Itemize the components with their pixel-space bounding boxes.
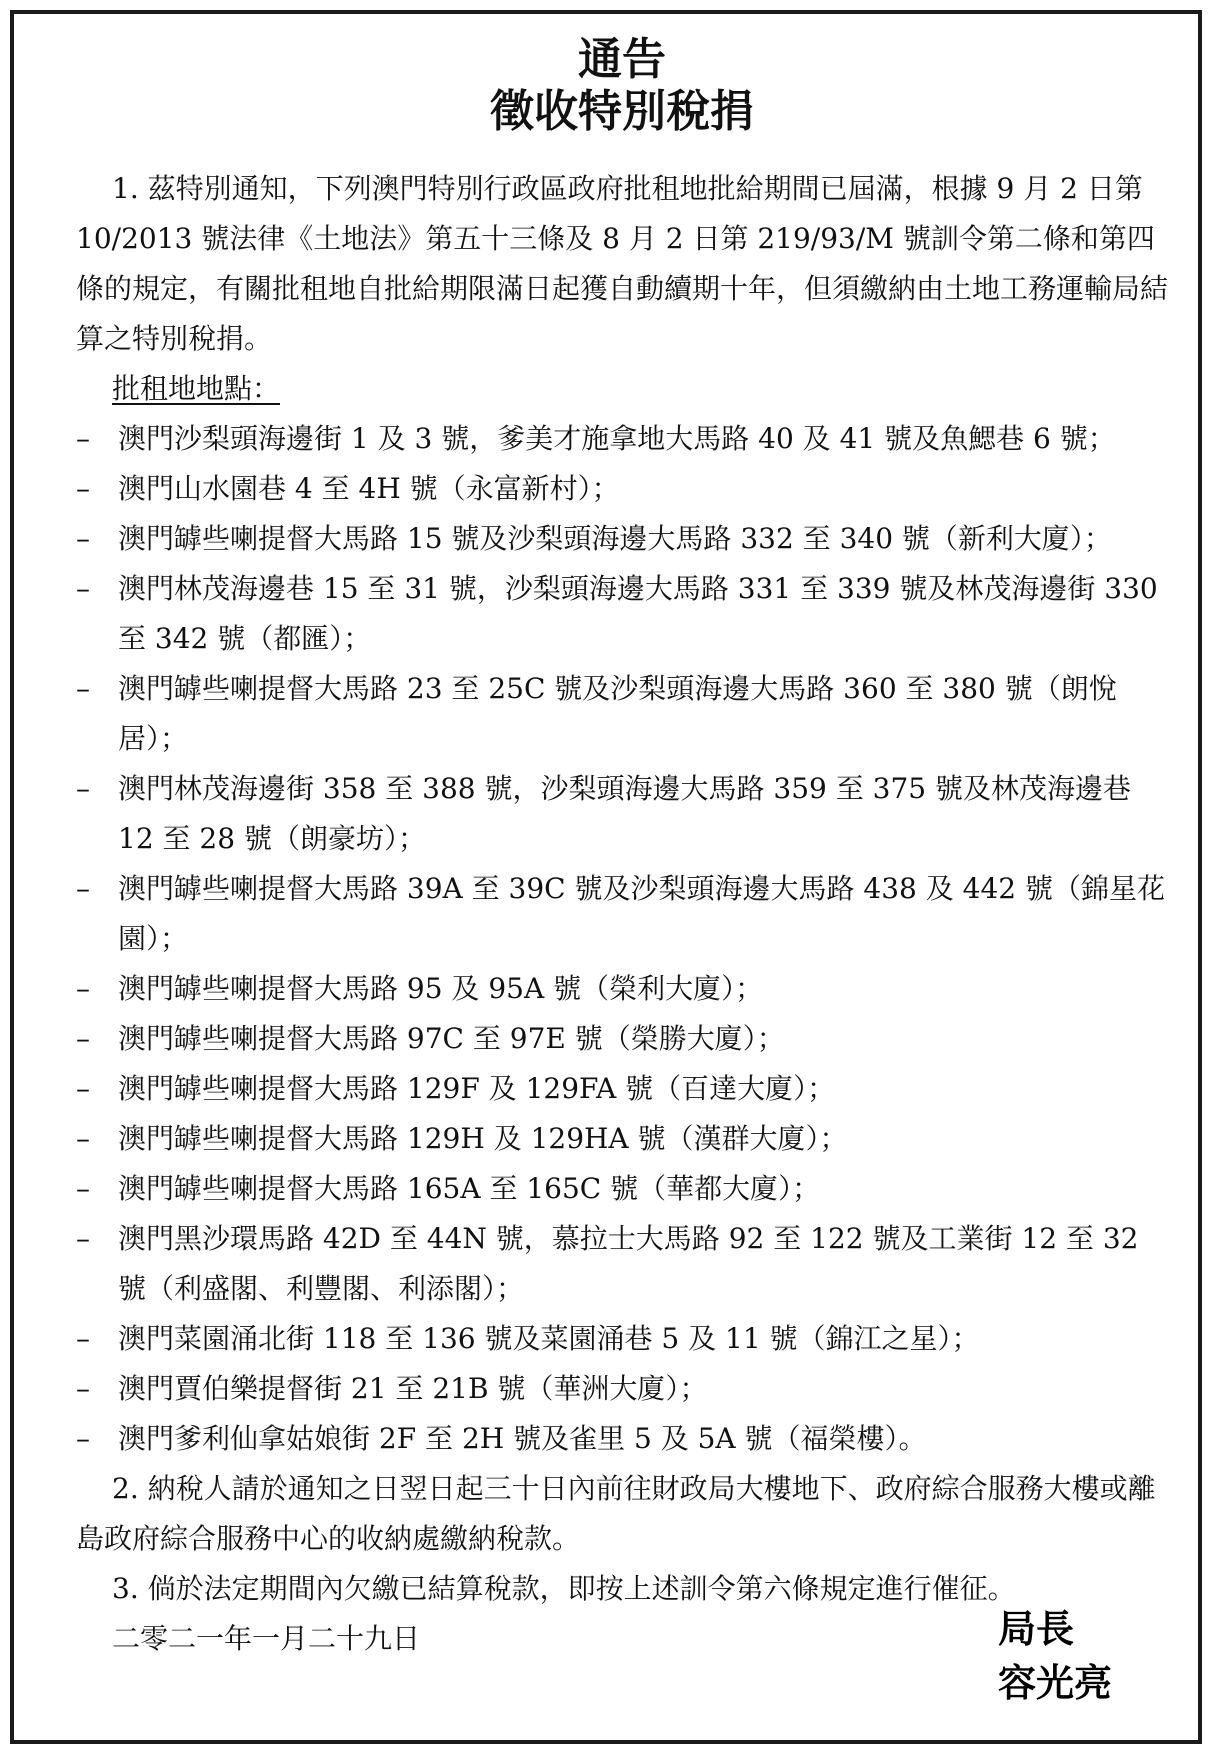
- list-item: [76, 1064, 1168, 1114]
- paragraph-2: 2. 納稅人請於通知之日翌日起三十日內前往財政局大樓地下、政府綜合服務大樓或離島政府綜合服務中心的收納處繳納稅款。: [76, 1472, 1156, 1555]
- paragraph-3: 3. 倘於法定期間內欠繳已結算稅款，即按上述訓令第六條規定進行催征。: [112, 1572, 1016, 1605]
- locations-label: 批租地地點：: [112, 372, 281, 405]
- dash-marker: –: [76, 1172, 90, 1205]
- list-item: [76, 464, 1168, 514]
- location-text: 澳門罅些喇提督大馬路 129H 及 129HA 號（漢群大廈）；: [118, 1122, 848, 1155]
- location-text: 澳門山水園巷 4 至 4H 號（永富新村）；: [118, 472, 620, 505]
- location-text: 澳門菜園涌北街 118 至 136 號及菜園涌巷 5 及 11 號（錦江之星）；: [118, 1322, 980, 1355]
- dash-marker: –: [76, 1422, 90, 1455]
- notice-date: 二零二一年一月二十九日: [112, 1622, 421, 1655]
- list-item: [76, 1164, 1168, 1214]
- notice-body: [76, 34, 1168, 1664]
- list-item: [76, 764, 1168, 864]
- list-item: [76, 864, 1168, 964]
- list-item: [76, 664, 1168, 764]
- dash-marker: –: [76, 872, 90, 905]
- signatory-name: 容光亮: [997, 1661, 1112, 1705]
- signatory-title: 局長: [997, 1607, 1074, 1651]
- dash-marker: –: [76, 972, 90, 1005]
- paragraph-1: 1. 茲特別通知，下列澳門特別行政區政府批租地批給期間已屆滿，根據 9 月 2 日第 10/2013 號法律《土地法》第五十三條及 8 月 2 日第 219/93/M 號訓令第二條和第四條的規定，有關批租地自批給期限滿日起獲自動續期十年，但須繳納由土地工務運輸局結算之特別稅捐。: [76, 172, 1169, 355]
- notice-subtitle: 徵收特別稅捐: [490, 86, 754, 137]
- location-text: 澳門爹利仙拿姑娘街 2F 至 2H 號及雀里 5 及 5A 號（福榮樓）。: [118, 1422, 927, 1455]
- dash-marker: –: [76, 772, 90, 805]
- list-item: [76, 1364, 1168, 1414]
- list-item: [76, 1414, 1168, 1464]
- list-item: [76, 1314, 1168, 1364]
- location-text: 澳門罅些喇提督大馬路 129F 及 129FA 號（百達大廈）；: [118, 1072, 836, 1105]
- location-text: 澳門罅些喇提督大馬路 165A 至 165C 號（華都大廈）；: [118, 1172, 821, 1205]
- list-item: [76, 514, 1168, 564]
- dash-marker: –: [76, 1222, 90, 1255]
- dash-marker: –: [76, 572, 90, 605]
- dash-marker: –: [76, 1122, 90, 1155]
- locations-label-line: [76, 364, 1168, 414]
- dash-marker: –: [76, 522, 90, 555]
- location-text: 澳門林茂海邊街 358 至 388 號，沙梨頭海邊大馬路 359 至 375 號及林茂海邊巷 12 至 28 號（朗豪坊）；: [118, 772, 1131, 855]
- signature-block: [998, 1602, 1112, 1710]
- list-item: [76, 964, 1168, 1014]
- location-list: [76, 414, 1168, 1464]
- list-item: [76, 414, 1168, 464]
- dash-marker: –: [76, 1372, 90, 1405]
- dash-marker: –: [76, 1072, 90, 1105]
- location-text: 澳門罅些喇提督大馬路 15 號及沙梨頭海邊大馬路 332 至 340 號（新利大廈）；: [118, 522, 1112, 555]
- notice-title: 通告: [578, 34, 666, 85]
- list-item: [76, 1114, 1168, 1164]
- location-text: 澳門罅些喇提督大馬路 23 至 25C 號及沙梨頭海邊大馬路 360 至 380 號（朗悅居）；: [118, 672, 1117, 755]
- location-text: 澳門罅些喇提督大馬路 39A 至 39C 號及沙梨頭海邊大馬路 438 及 442 號（錦星花園）；: [118, 872, 1165, 955]
- dash-marker: –: [76, 422, 90, 455]
- location-text: 澳門林茂海邊巷 15 至 31 號，沙梨頭海邊大馬路 331 至 339 號及林茂海邊街 330 至 342 號（都匯）；: [118, 572, 1158, 655]
- dash-marker: –: [76, 1322, 90, 1355]
- location-text: 澳門罅些喇提督大馬路 95 及 95A 號（榮利大廈）；: [118, 972, 764, 1005]
- list-item: [76, 1214, 1168, 1314]
- location-text: 澳門黑沙環馬路 42D 至 44N 號，慕拉士大馬路 92 至 122 號及工業街 12 至 32 號（利盛閣、利豐閣、利添閣）；: [118, 1222, 1139, 1305]
- notice-frame: [10, 10, 1202, 1744]
- dash-marker: –: [76, 1022, 90, 1055]
- location-text: 澳門沙梨頭海邊街 1 及 3 號，爹美才施拿地大馬路 40 及 41 號及魚鰓巷 6 號；: [118, 422, 1116, 455]
- list-item: [76, 564, 1168, 664]
- dash-marker: –: [76, 672, 90, 705]
- dash-marker: –: [76, 472, 90, 505]
- list-item: [76, 1014, 1168, 1064]
- location-text: 澳門罅些喇提督大馬路 97C 至 97E 號（榮勝大廈）；: [118, 1022, 785, 1055]
- location-text: 澳門賈伯樂提督街 21 至 21B 號（華洲大廈）；: [118, 1372, 708, 1405]
